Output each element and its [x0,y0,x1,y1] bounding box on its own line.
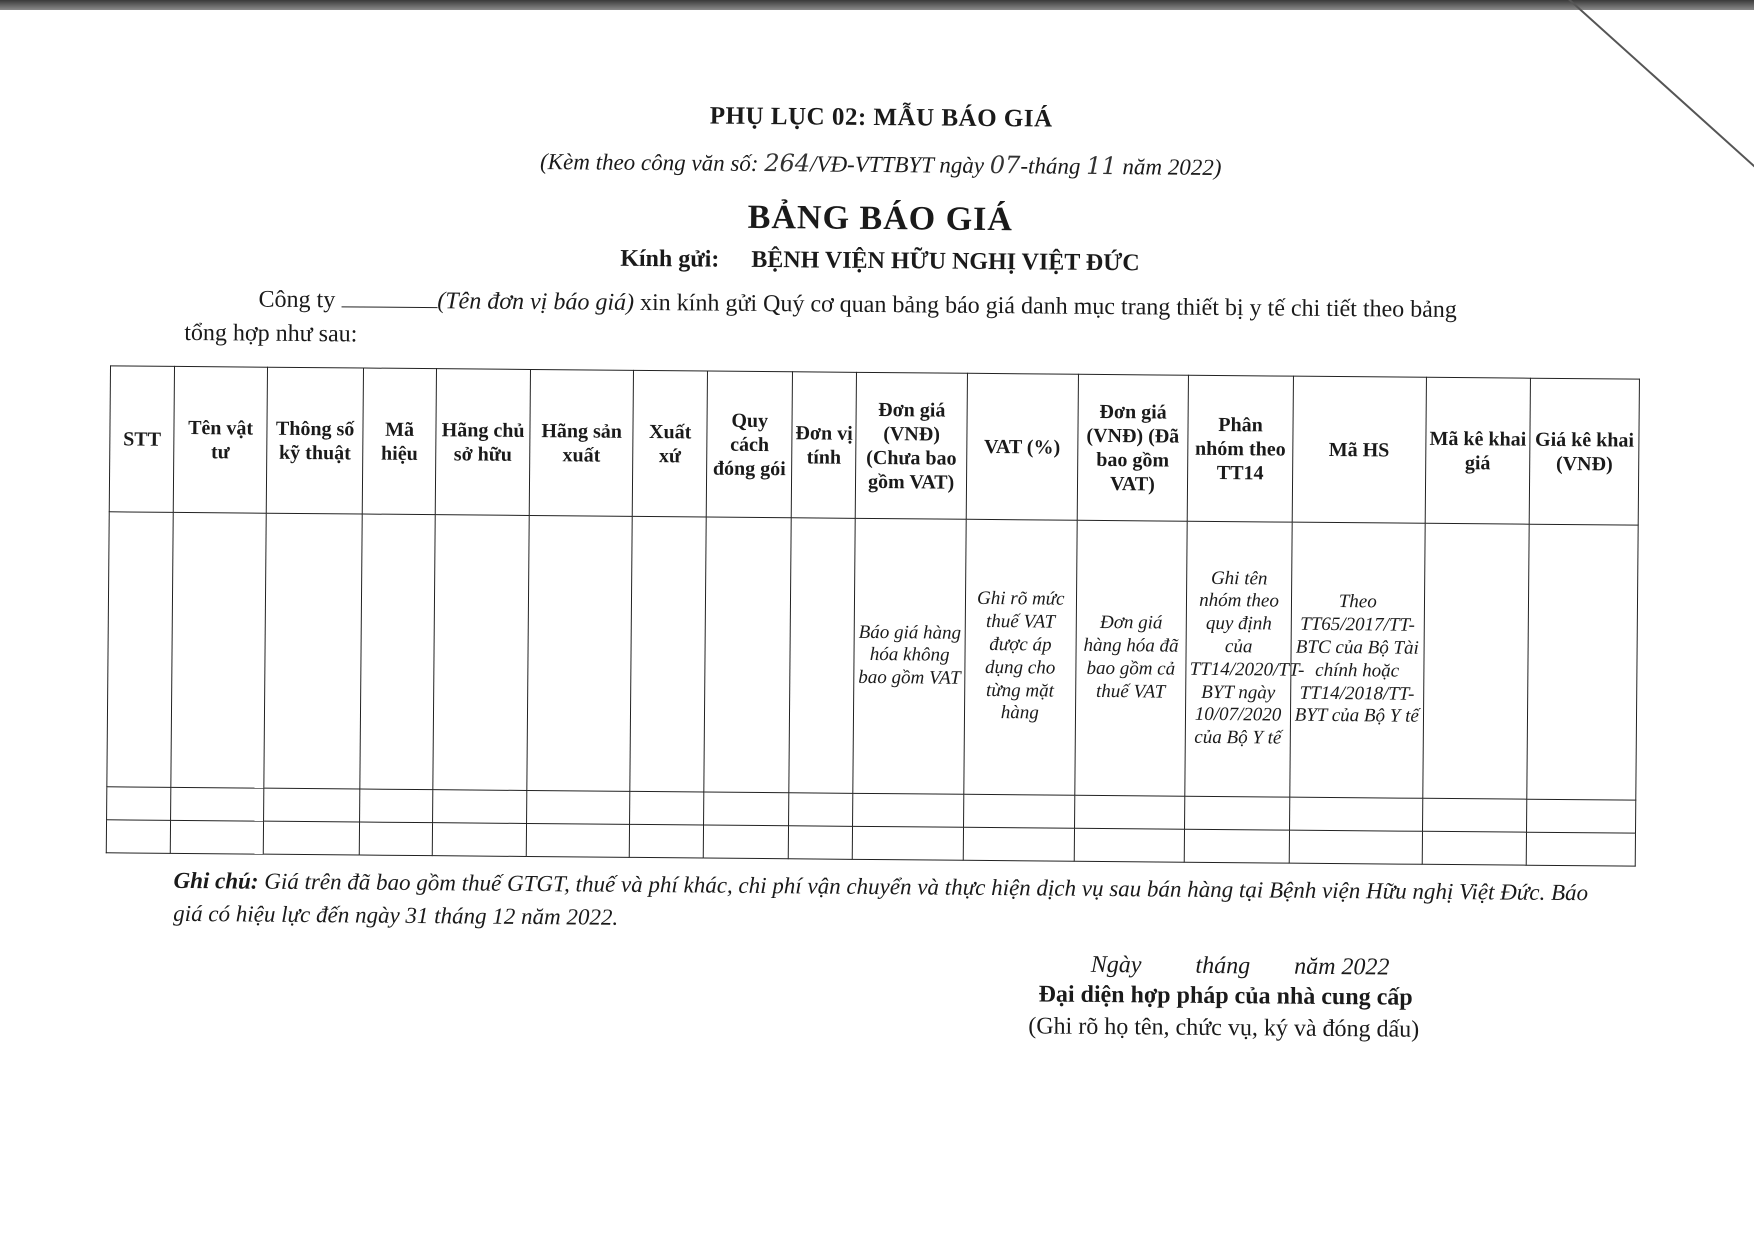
header-cell: Mã hiệu [363,368,437,515]
intro-text: xin kính gửi Quý cơ quan bảng báo giá danh mục trang thiết bị y tế chi tiết theo bảng [639,289,1457,324]
guidance-vat: Ghi rõ mức thuế VAT được áp dụng cho từng mặt hàng [964,519,1077,794]
page-title: BẢNG BÁO GIÁ [747,198,1014,239]
subtitle-part3: tháng [1027,153,1081,179]
header-cell: Tên vật tư [174,366,268,513]
header-cell: Hãng chủ sở hữu [435,369,531,516]
handwritten-day: 07 [989,150,1021,180]
signatory-title: Đại diện hợp pháp của nhà cung cấp [1038,981,1413,1011]
date-month-label: tháng [1195,952,1251,980]
header-cell: Đơn giá (VNĐ) (Chưa bao gồm VAT) [856,372,968,519]
header-cell: Xuất xứ [632,370,708,517]
intro-line-1 [258,287,1457,324]
header-cell: Giá kê khai (VNĐ) [1529,378,1639,525]
recipient-line [3,240,1754,282]
table-header-row [109,366,1639,525]
quotation-table [106,365,1640,866]
company-blank [341,288,437,308]
table-cell [433,515,530,790]
subtitle-part4: năm 2022) [1122,154,1222,181]
header-cell: Quy cách đóng gói [707,371,793,518]
handwritten-month: 11 [1086,151,1117,181]
company-label: Công ty [258,286,336,314]
header-cell: Mã HS [1292,376,1426,523]
header-cell: Thông số kỹ thuật [266,367,364,514]
table-cell [264,513,363,788]
header-cell: Đơn giá (VNĐ) (Đã bao gồm VAT) [1077,374,1189,521]
table-cell [107,512,174,787]
header-cell: STT [109,366,175,513]
table-cell [1422,523,1529,798]
document-reference: (Kèm theo công văn số: 264/VĐ-VTTBYT ngày 07-tháng 11 năm 2022) [539,149,1222,181]
header-cell: VAT (%) [966,373,1078,520]
note-paragraph [173,864,1594,943]
note-label: Ghi chú: [173,867,259,894]
subtitle-part2: /VĐ-VTTBYT ngày [809,151,985,178]
signatory-instruction: (Ghi rõ họ tên, chức vụ, ký và đóng dấu) [1028,1013,1420,1043]
table-cell [360,514,435,789]
date-day-label: Ngày [1090,951,1142,979]
appendix-title: PHỤ LỤC 02: MẪU BÁO GIÁ [709,102,1053,133]
table-cell [171,512,266,787]
table-cell [704,517,791,792]
guidance-group-tt14: Ghi tên nhóm theo quy định của TT14/2020/TT-BYT ngày 10/07/2020 của Bộ Y tế [1185,521,1292,796]
guidance-price-incl-vat: Đơn giá hàng hóa đã bao gồm cả thuế VAT [1074,520,1187,795]
recipient-label: Kính gửi: [620,245,720,273]
recipient-name: BỆNH VIỆN HỮU NGHỊ VIỆT ĐỨC [751,246,1140,277]
handwritten-doc-number: 264 [764,149,811,178]
header-cell: Hãng sản xuất [530,369,634,516]
guidance-hs-code: Theo TT65/2017/TT-BTC của Bộ Tài chính hoặc TT14/2018/TT-BYT của Bộ Y tế [1290,522,1425,798]
table-cell [1527,524,1638,799]
company-hint: (Tên đơn vị báo giá) [437,288,635,316]
intro-line-2: tổng hợp như sau: [184,319,358,348]
table-cell [789,518,856,793]
table-cell [630,516,707,791]
header-cell: Mã kê khai giá [1425,377,1531,524]
note-text: Giá trên đã bao gồm thuế GTGT, thuế và phí khác, chi phí vận chuyển và thực hiện dịch vụ sau bán hàng tại Bệnh viện Hữu nghị Việt Đức. Báo giá có hiệu lực đến ngày 31 tháng 12 năm 2022. [173,868,1589,931]
table-row [107,512,1638,800]
signature-date-line [1091,952,1390,982]
header-cell: Đơn vị tính [791,372,857,519]
guidance-price-excl-vat: Báo giá hàng hóa không bao gồm VAT [853,518,966,793]
date-year-label: năm 2022 [1294,953,1390,981]
header-cell: Phân nhóm theo TT14 [1187,375,1293,522]
subtitle-part1: (Kèm theo công văn số: [539,149,759,176]
table-cell [527,516,632,791]
